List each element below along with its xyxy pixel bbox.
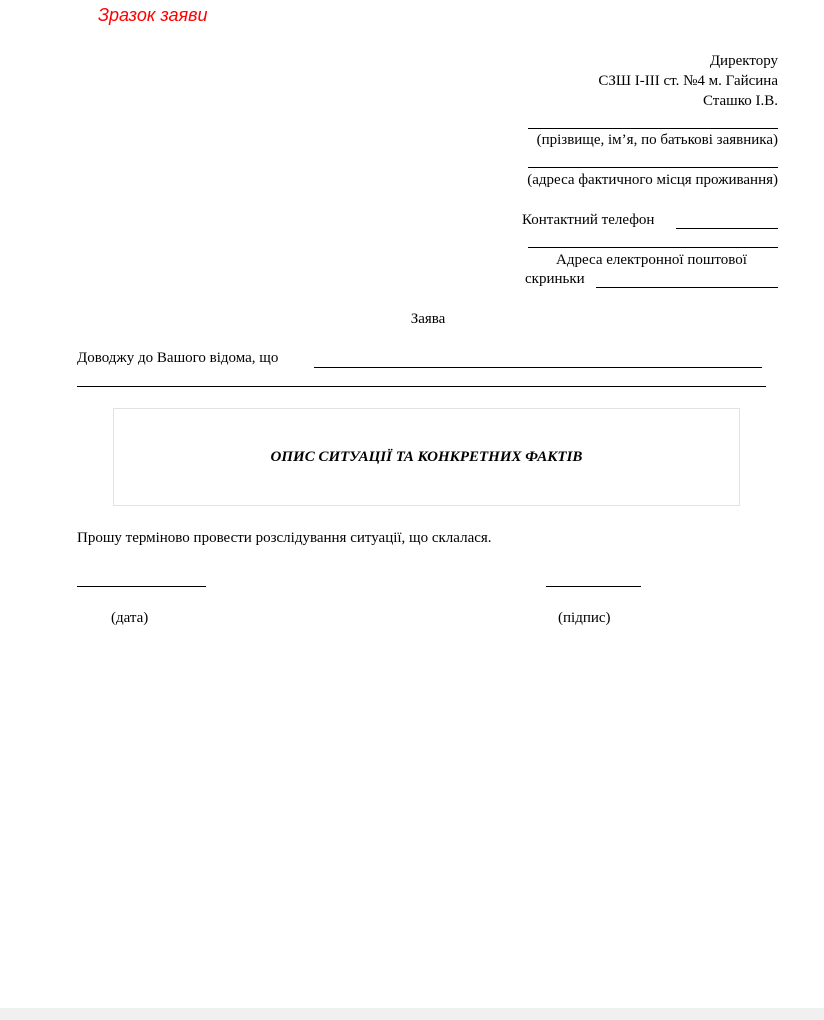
signature-caption: (підпис) (558, 610, 611, 626)
applicant-name-caption: (прізвище, ім’я, по батькові заявника) (536, 132, 778, 148)
bottom-bar (0, 1008, 824, 1020)
applicant-name-line (528, 128, 778, 129)
email-line (596, 287, 778, 288)
recipient-title: Директору (709, 53, 778, 69)
situation-placeholder: ОПИС СИТУАЦІЇ ТА КОНКРЕТНИХ ФАКТІВ (270, 449, 583, 465)
situation-box (113, 408, 740, 506)
sample-label: Зразок заяви (98, 5, 208, 25)
phone-line (676, 228, 778, 229)
email-top-line (528, 247, 778, 248)
date-line (77, 586, 206, 587)
address-caption: (адреса фактичного місця проживання) (527, 172, 778, 188)
signature-line (546, 586, 641, 587)
intro-line (314, 367, 762, 368)
document-title: Заява (410, 311, 446, 327)
address-line (528, 167, 778, 168)
continuation-line (77, 386, 766, 387)
date-caption: (дата) (111, 610, 149, 626)
recipient-name: Сташко І.В. (702, 93, 778, 109)
email-label-line1: Адреса електронної поштової (556, 252, 747, 268)
email-label-line2: скриньки (525, 271, 585, 287)
request-text: Прошу терміново провести розслідування ситуації, що склалася. (77, 530, 492, 546)
phone-label: Контактний телефон (522, 212, 655, 228)
recipient-school: СЗШ І-ІІІ ст. №4 м. Гайсина (598, 73, 778, 89)
intro-text: Доводжу до Вашого відома, що (77, 350, 279, 366)
